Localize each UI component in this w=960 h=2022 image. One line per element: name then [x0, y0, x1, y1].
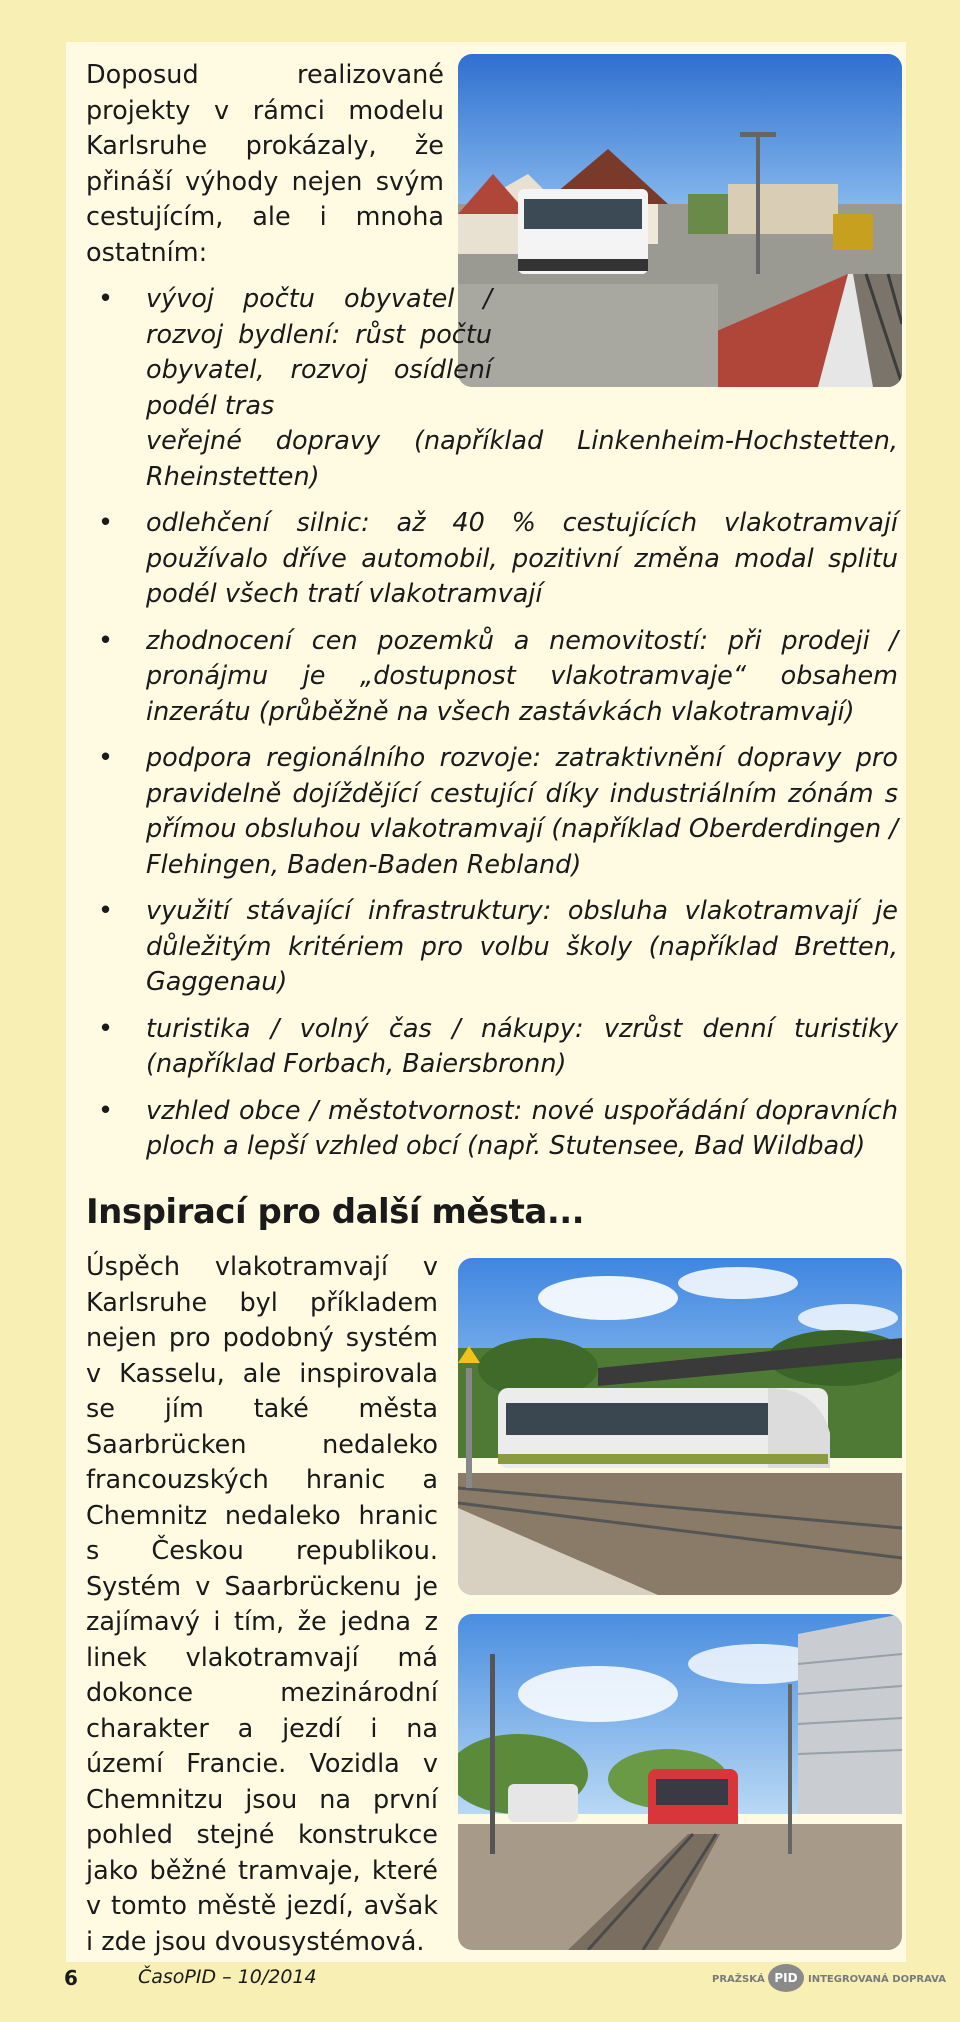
intro-paragraph: Doposud realizované projekty v rámci modelu Karlsruhe prokázaly, že přináší výhody nejen svým cestujícím, ale i mnoha ostatním: — [86, 60, 444, 268]
bullet-1-wide: veřejné dopravy (například Linkenheim-Hochstetten, Rheinstetten) — [146, 426, 898, 492]
page-number: 6 — [64, 1966, 78, 1990]
list-item: • zhodnocení cen pozemků a nemovitostí: při prodeji / pronájmu je „dostupnost vlakotramvaje“ obsahem inzerátu (průběžně na všech zastávkách vlakotramvají) — [86, 624, 898, 731]
list-item — [86, 282, 898, 495]
list-item: • odlehčení silnic: až 40 % cestujících vlakotramvají používalo dříve automobil, pozitivní změna modal splitu podél všech tratí vlakotramvají — [86, 506, 898, 613]
list-item: • turistika / volný čas / nákupy: vzrůst denní turistiky (například Forbach, Baiersbronn) — [86, 1012, 898, 1083]
saarbruecken-tram-image — [458, 1258, 902, 1595]
list-item: • využití stávající infrastruktury: obsluha vlakotramvají je důležitým kritériem pro volbu školy (například Bretten, Gaggenau) — [86, 894, 898, 1001]
pid-logo — [712, 1964, 946, 1994]
section-paragraph: Úspěch vlakotramvají v Karlsruhe byl příkladem nejen pro podobný systém v Kasselu, ale inspirovala se jím také města Saarbrücken nedaleko francouzských hranic a Chemnitz nedaleko hranic s Českou republikou. Systém v Saarbrückenu je zajímavý i tím, že jedna z linek vlakotramvají má dokonce mezinárodní charakter a jezdí i na území Francie. Vozidla v Chemnitzu jsou na první pohled stejné konstrukce jako běžné tramvaje, které v tomto městě jezdí, avšak i zde jsou dvousystémová. — [86, 1252, 438, 1957]
chemnitz-tram-image — [458, 1614, 902, 1950]
benefits-list — [86, 282, 898, 1176]
logo-badge: PID — [768, 1964, 804, 1992]
section-heading: Inspirací pro další města... — [86, 1192, 585, 1232]
page-footer — [0, 1958, 960, 2008]
publication-info: ČasoPID – 10/2014 — [138, 1966, 317, 1988]
article-panel — [66, 42, 906, 1962]
bullet-1-narrow: vývoj počtu obyvatel / rozvoj bydlení: růst počtu obyvatel, rozvoj osídlení podél tras — [146, 284, 492, 421]
list-item: • podpora regionálního rozvoje: zatraktivnění dopravy pro pravidelně dojíždějící cestující díky industriálním zónám s přímou obsluhou vlakotramvají (například Oberderdingen / Flehingen, Baden-Baden Rebland) — [86, 741, 898, 883]
photo-saarbruecken-tram — [458, 1258, 902, 1595]
photo-chemnitz-tram — [458, 1614, 902, 1950]
list-item: • vzhled obce / městotvornost: nové uspořádání dopravních ploch a lepší vzhled obcí (např. Stutensee, Bad Wildbad) — [86, 1094, 898, 1165]
logo-text-left: PRAŽSKÁ — [712, 1974, 765, 1985]
logo-text-right: INTEGROVANÁ DOPRAVA — [808, 1974, 946, 1985]
